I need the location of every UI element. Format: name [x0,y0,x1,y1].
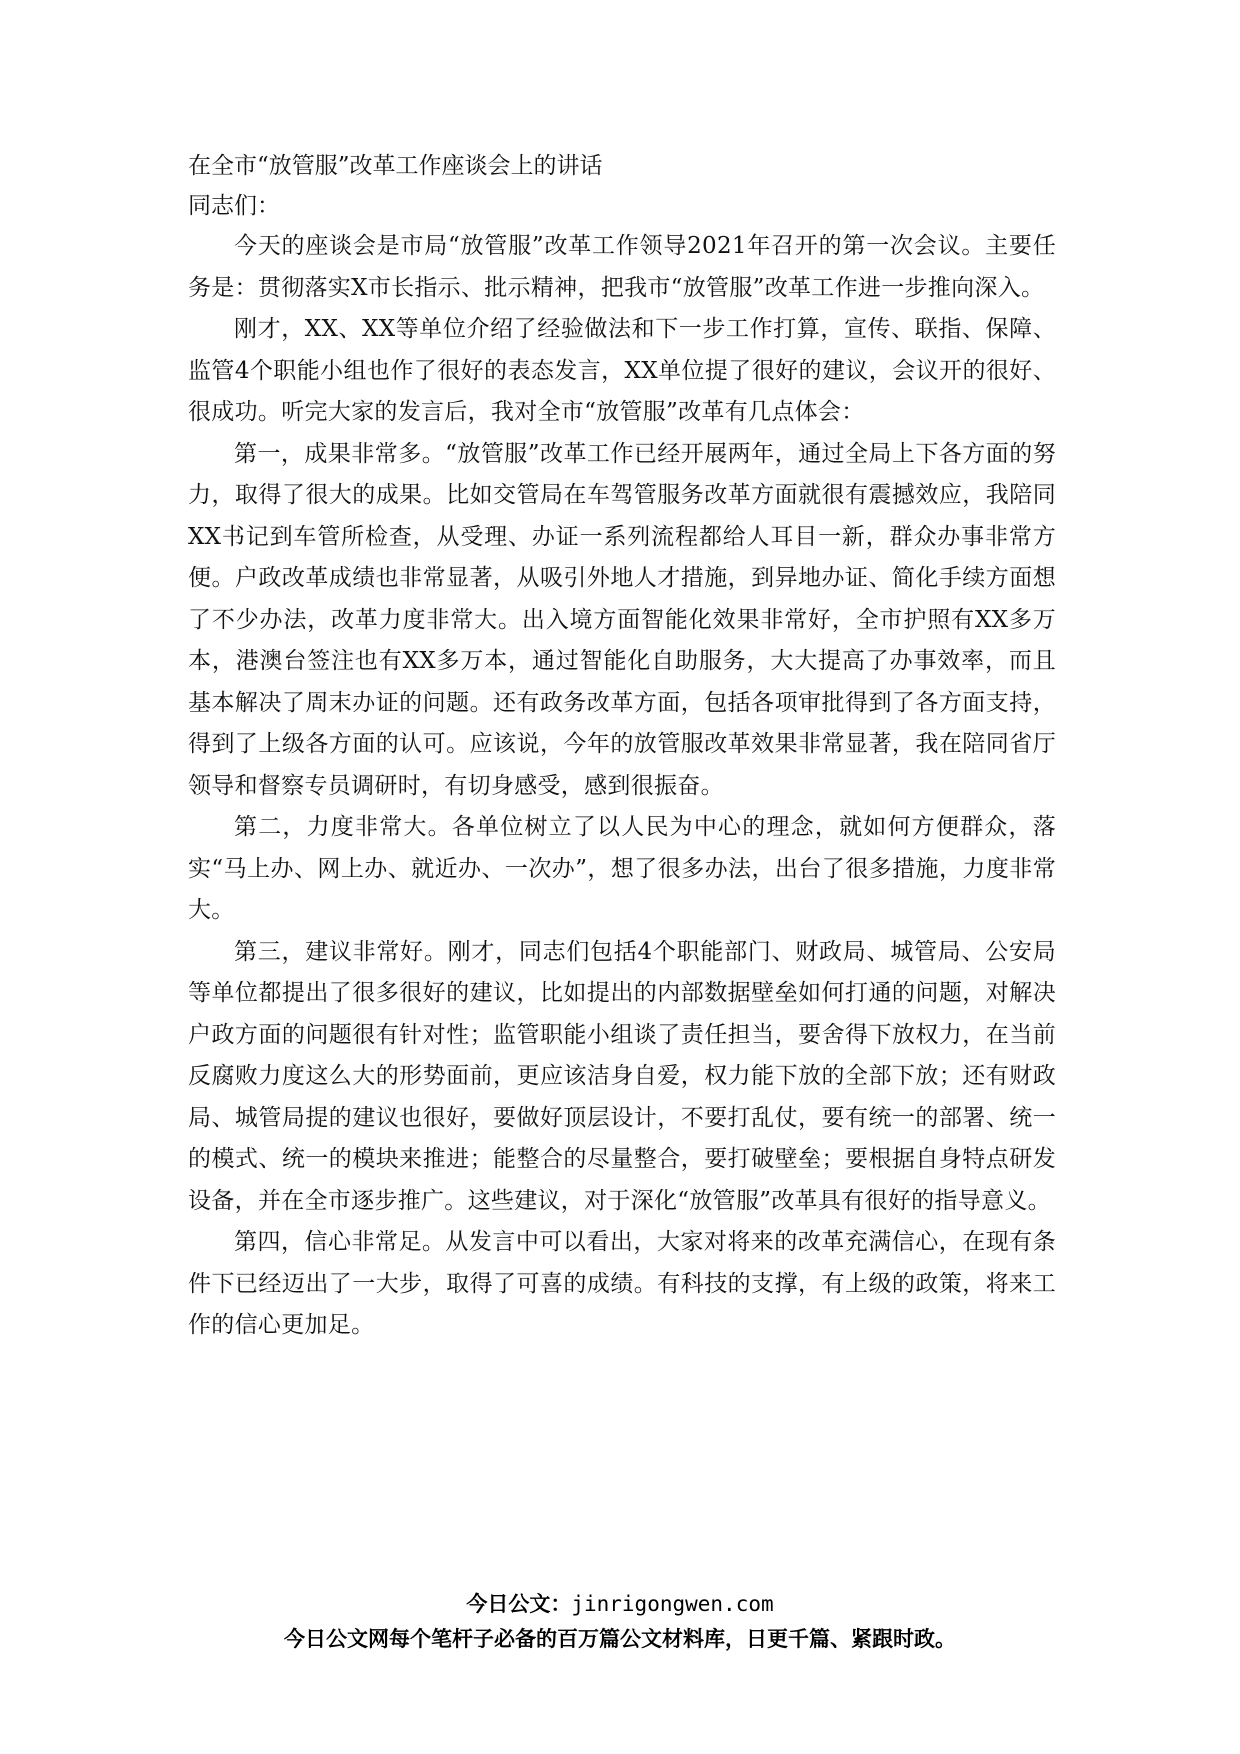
footer-slogan: 今日公文网每个笔杆子必备的百万篇公文材料库，日更千篇、紧跟时政。 [284,1627,956,1651]
document-body [188,146,1056,1347]
document-title: 在全市“放管服”改革工作座谈会上的讲话 [188,153,603,179]
paragraph-point-1: 第一，成果非常多。“放管服”改革工作已经开展两年，通过全局上下各方面的努力，取得了很大的成果。比如交管局在车驾管服务改革方面就很有震撼效应，我陪同XX书记到车管所检查，从受理、办证一系列流程都给人耳目一新，群众办事非常方便。户政改革成绩也非常显著，从吸引外地人才措施，到异地办证、简化手续方面想了不少办法，改革力度非常大。出入境方面智能化效果非常好，全市护照有XX多万本，港澳台签注也有XX多万本，通过智能化自助服务，大大提高了办事效率，而且基本解决了周末办证的问题。还有政务改革方面，包括各项审批得到了各方面支持，得到了上级各方面的认可。应该说，今年的放管服改革效果非常显著，我在陪同省厅领导和督察专员调研时，有切身感受，感到很振奋。 [188,440,1056,799]
greeting: 同志们： [188,193,280,219]
paragraph-summary: 刚才，XX、XX等单位介绍了经验做法和下一步工作打算，宣传、联指、保障、监管4个职能小组也作了很好的表态发言，XX单位提了很好的建议，会议开的很好、很成功。听完大家的发言后，我对全市“放管服”改革有几点体会： [188,316,1056,425]
paragraph-point-4: 第四，信心非常足。从发言中可以看出，大家对将来的改革充满信心，在现有条件下已经迈出了一大步，取得了可喜的成绩。有科技的支撑，有上级的政策，将来工作的信心更加足。 [188,1229,1056,1338]
footer-site-line [0,1590,1240,1618]
footer-site-link[interactable]: jinrigongwen.com [571,1592,774,1616]
footer-site-label: 今日公文： [466,1592,572,1616]
paragraph-intro: 今天的座谈会是市局“放管服”改革工作领导2021年召开的第一次会议。主要任务是：贯彻落实X市长指示、批示精神，把我市“放管服”改革工作进一步推向深入。 [188,233,1056,301]
paragraph-point-2: 第二，力度非常大。各单位树立了以人民为中心的理念，就如何方便群众，落实“马上办、网上办、就近办、一次办”，想了很多办法，出台了很多措施，力度非常大。 [188,814,1056,923]
paragraph-point-3: 第三，建议非常好。刚才，同志们包括4个职能部门、财政局、城管局、公安局等单位都提出了很多很好的建议，比如提出的内部数据壁垒如何打通的问题，对解决户政方面的问题很有针对性；监管职能小组谈了责任担当，要舍得下放权力，在当前反腐败力度这么大的形势面前，更应该洁身自爱，权力能下放的全部下放；还有财政局、城管局提的建议也很好，要做好顶层设计，不要打乱仗，要有统一的部署、统一的模式、统一的模块来推进；能整合的尽量整合，要打破壁垒；要根据自身特点研发设备，并在全市逐步推广。这些建议，对于深化“放管服”改革具有很好的指导意义。 [188,938,1056,1214]
